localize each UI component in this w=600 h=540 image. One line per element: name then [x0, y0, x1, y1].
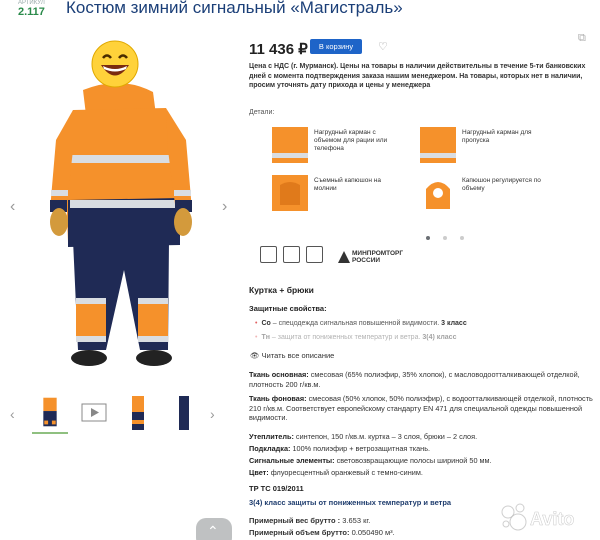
article-label: АРТИКУЛ — [18, 0, 45, 6]
detail-item[interactable]: Капюшон регулируется по объему — [420, 175, 590, 215]
price: 11 436 ₽ — [249, 41, 308, 58]
thumb-next-arrow[interactable]: › — [210, 406, 215, 422]
spec-lining: Подкладка: 100% полиэфир + ветрозащитная ткань. — [249, 444, 431, 453]
price-note: Цена с НДС (г. Мурманск). Цены на товары в наличии действительны в течение 5-ти банковских дней с момента подтверждения заказа нашим менеджером. На товары, которых нет в наличии, просим уточнять дату прихода и цены у менеджера — [249, 63, 586, 89]
detail-item[interactable]: Съемный капюшон на молнии — [272, 175, 442, 215]
detail-item[interactable]: Нагрудный карман для пропуска — [420, 127, 590, 167]
spec-color: Цвет: флуоресцентный оранжевый с темно-синим. — [249, 468, 423, 477]
pager-dot[interactable] — [460, 236, 464, 240]
ministry-logo-text: МИНПРОМТОРГ РОССИИ — [352, 250, 404, 264]
vest-icon — [260, 246, 277, 263]
description-heading: Куртка + брюки — [249, 285, 314, 295]
standard: ТР ТС 019/2011 — [249, 484, 304, 493]
photo-next-arrow[interactable]: › — [222, 198, 228, 215]
hood-zip-image — [272, 175, 308, 211]
page-title: Костюм зимний сигнальный «Магистраль» — [66, 0, 403, 17]
chevron-up-icon: ⌃ — [207, 523, 219, 539]
read-more-link[interactable]: 👁 Читать все описание — [250, 351, 335, 360]
thumb-prev-arrow[interactable]: ‹ — [10, 406, 15, 422]
add-to-cart-button[interactable]: В корзину — [310, 39, 362, 54]
thumbnail-video[interactable] — [76, 392, 112, 434]
eye-icon: 👁 — [250, 351, 260, 360]
shield-icon — [283, 246, 300, 263]
recycle-icon — [306, 246, 323, 263]
gross-weight: Примерный вес брутто : 3.653 кг. — [249, 516, 371, 525]
photo-prev-arrow[interactable]: ‹ — [10, 198, 16, 215]
spec-fabric-bg: Ткань фоновая: смесовая (50% хлопок, 50% полиэфир), с водоотталкивающей отделкой, плотность 210 г/кв.м. Соответствует европейскому стандарту EN 471 для специальной одежды повышенной видимости. — [249, 394, 593, 422]
pocket-radio-image — [272, 127, 308, 163]
thumbnail-side[interactable] — [120, 392, 156, 434]
thumbnail-strip — [10, 392, 224, 438]
pager-dot[interactable] — [426, 236, 430, 240]
svg-text:Avito: Avito — [530, 509, 575, 529]
detail-item[interactable]: Нагрудный карман с объемом для рации или телефона — [272, 127, 442, 167]
prop-item: • Тн – защита от пониженных температур и ветра. 3(4) класс — [255, 334, 457, 341]
props-heading: Защитные свойства: — [249, 304, 327, 313]
protection-class: 3(4) класс защиты от пониженных температур и ветра — [249, 498, 452, 507]
scroll-up-button[interactable] — [196, 518, 232, 540]
certificate-icons — [260, 246, 329, 268]
spec-fabric-main: Ткань основная: смесовая (65% полиэфир, 35% хлопок), с масловодоотталкивающей отделкой, плотность 200 г/кв.м. — [249, 370, 580, 389]
share-icon[interactable]: ⧉ — [578, 32, 586, 44]
avito-watermark-logo — [498, 498, 594, 538]
details-pager — [426, 227, 477, 245]
spec-signal: Сигнальные элементы: световозвращающие полосы шириной 50 мм. — [249, 456, 492, 465]
prop-item: • Со – спецодежда сигнальная повышенной видимости. 3 класс — [255, 320, 467, 327]
pocket-pass-image — [420, 127, 456, 163]
thumbnail-back[interactable] — [166, 392, 202, 434]
product-photo[interactable] — [28, 40, 214, 380]
favorite-heart-icon[interactable]: ♡ — [378, 41, 388, 53]
gross-volume: Примерный объем брутто: 0.050490 м³. — [249, 528, 395, 537]
ministry-logo-icon — [338, 251, 350, 263]
article-number: 2.117 — [18, 6, 45, 18]
details-label: Детали: — [249, 109, 275, 116]
spec-insulation: Утеплитель: синтепон, 150 г/кв.м. куртка – 3 слоя, брюки – 2 слоя. — [249, 432, 478, 441]
hood-adjust-image — [420, 175, 456, 211]
smiley-icon — [91, 40, 139, 88]
pager-dot[interactable] — [443, 236, 447, 240]
thumbnail-front[interactable] — [32, 392, 68, 434]
